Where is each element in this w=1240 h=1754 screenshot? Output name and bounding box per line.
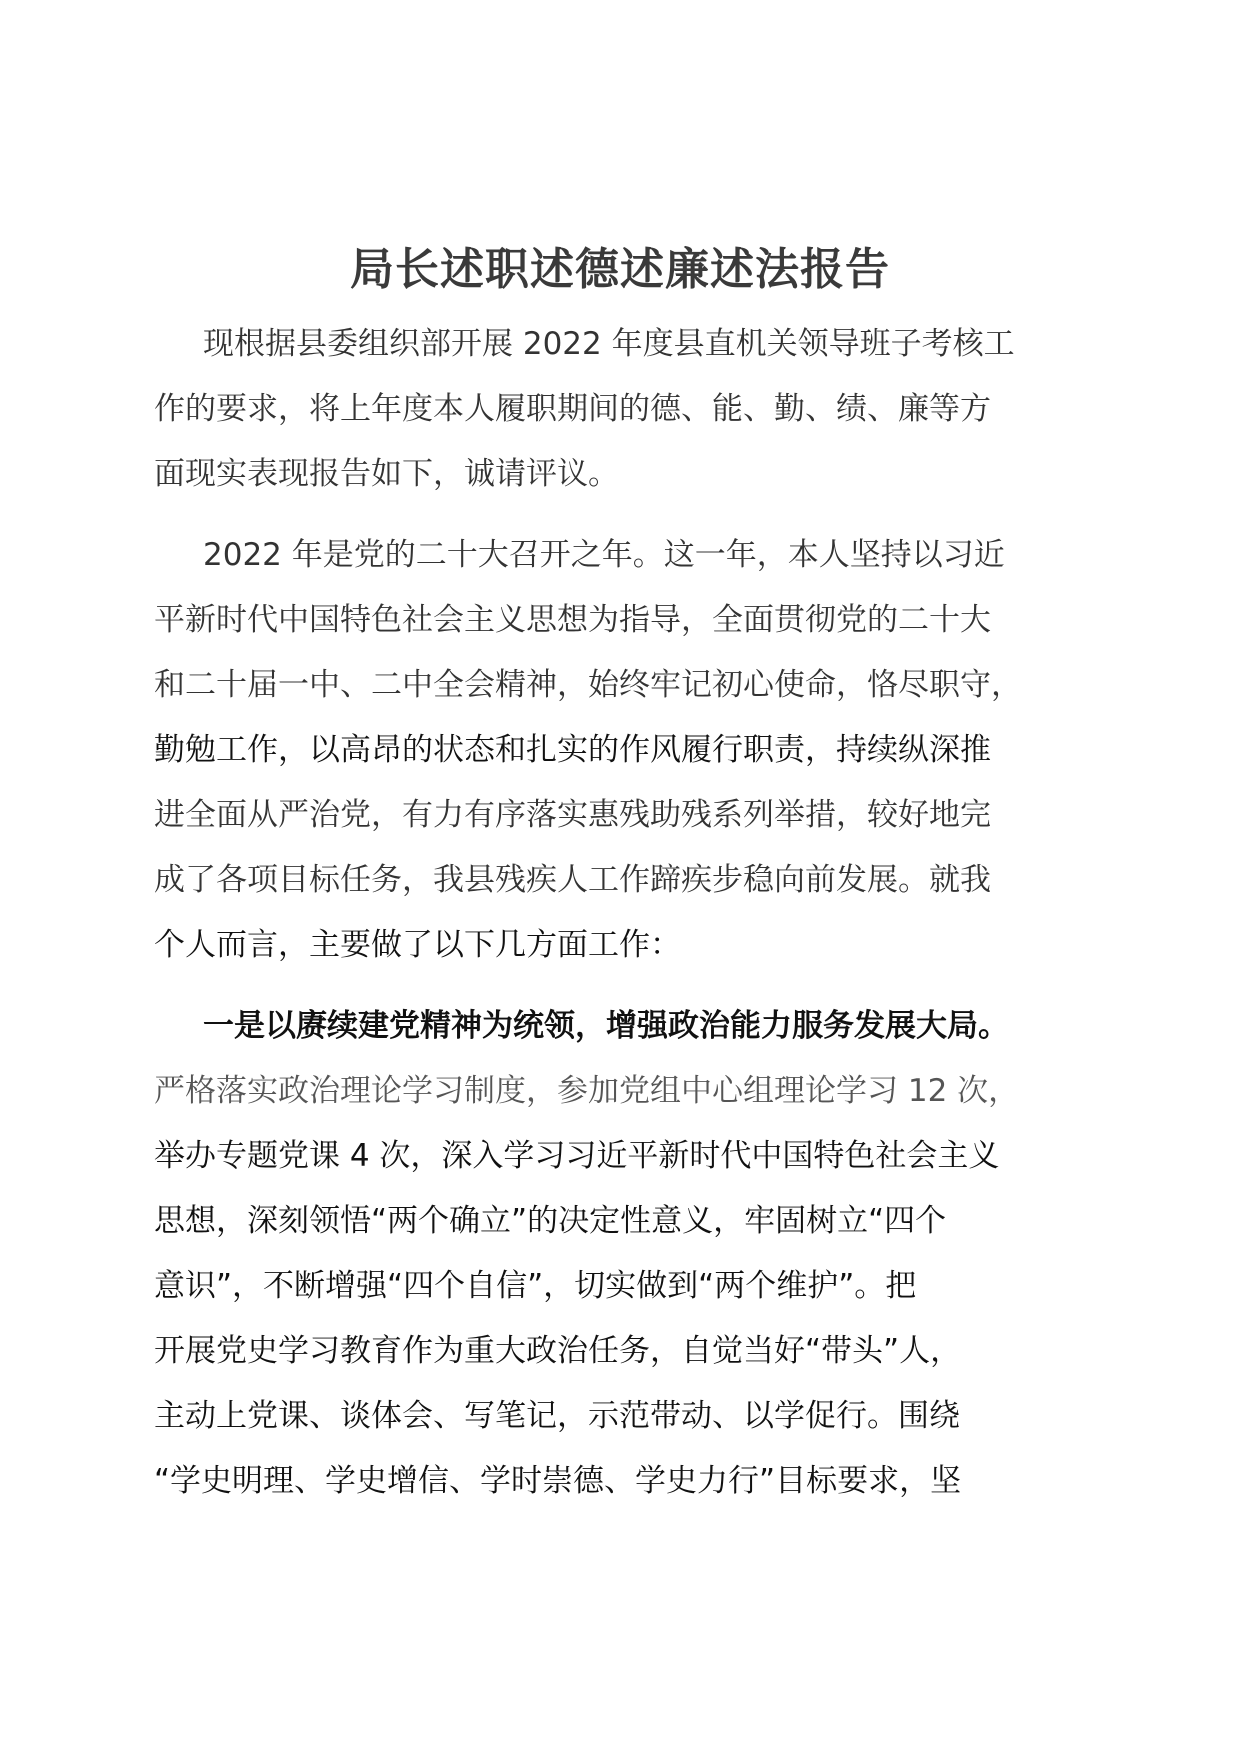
paragraph-3-line-5: 开展党史学习教育作为重大政治任务，自觉当好“带头”人， — [154, 1333, 962, 1369]
section-heading-1: 一是以赓续建党精神为统领，增强政治能力服务发展大局。 — [203, 1008, 1009, 1044]
paragraph-2-line-3: 和二十届一中、二中全会精神，始终牢记初心使命，恪尽职守， — [154, 667, 1022, 703]
paragraph-2-line-5: 进全面从严治党，有力有序落实惠残助残系列举措，较好地完 — [154, 797, 991, 833]
paragraph-3-line-4: 意识”，不断增强“四个自信”，切实做到“两个维护”。把 — [154, 1268, 917, 1304]
paragraph-1-line-1: 现根据县委组织部开展 2022 年度县直机关领导班子考核工 — [203, 326, 1015, 362]
paragraph-2-line-1: 2022 年是党的二十大召开之年。这一年，本人坚持以习近 — [203, 537, 1005, 573]
paragraph-3-line-2: 举办专题党课 4 次，深入学习习近平新时代中国特色社会主义 — [154, 1138, 1000, 1174]
paragraph-3-line-3: 思想，深刻领悟“两个确立”的决定性意义，牢固树立“四个 — [154, 1203, 947, 1239]
paragraph-3-line-1: 严格落实政治理论学习制度，参加党组中心组理论学习 12 次， — [154, 1073, 1020, 1109]
paragraph-2-line-6: 成了各项目标任务，我县残疾人工作蹄疾步稳向前发展。就我 — [154, 862, 991, 898]
document-title: 局长述职述德述廉述法报告 — [350, 244, 890, 295]
paragraph-2-line-2: 平新时代中国特色社会主义思想为指导，全面贯彻党的二十大 — [154, 602, 991, 638]
paragraph-1-line-2: 作的要求，将上年度本人履职期间的德、能、勤、绩、廉等方 — [154, 391, 991, 427]
paragraph-2-line-7: 个人而言，主要做了以下几方面工作： — [154, 927, 681, 963]
paragraph-2-line-4: 勤勉工作，以高昂的状态和扎实的作风履行职责，持续纵深推 — [154, 732, 991, 768]
paragraph-3-line-6: 主动上党课、谈体会、写笔记，示范带动、以学促行。围绕 — [154, 1398, 960, 1434]
paragraph-1-line-3: 面现实表现报告如下，诚请评议。 — [154, 456, 619, 492]
paragraph-3-line-7: “学史明理、学史增信、学时崇德、学史力行”目标要求，坚 — [154, 1463, 962, 1499]
